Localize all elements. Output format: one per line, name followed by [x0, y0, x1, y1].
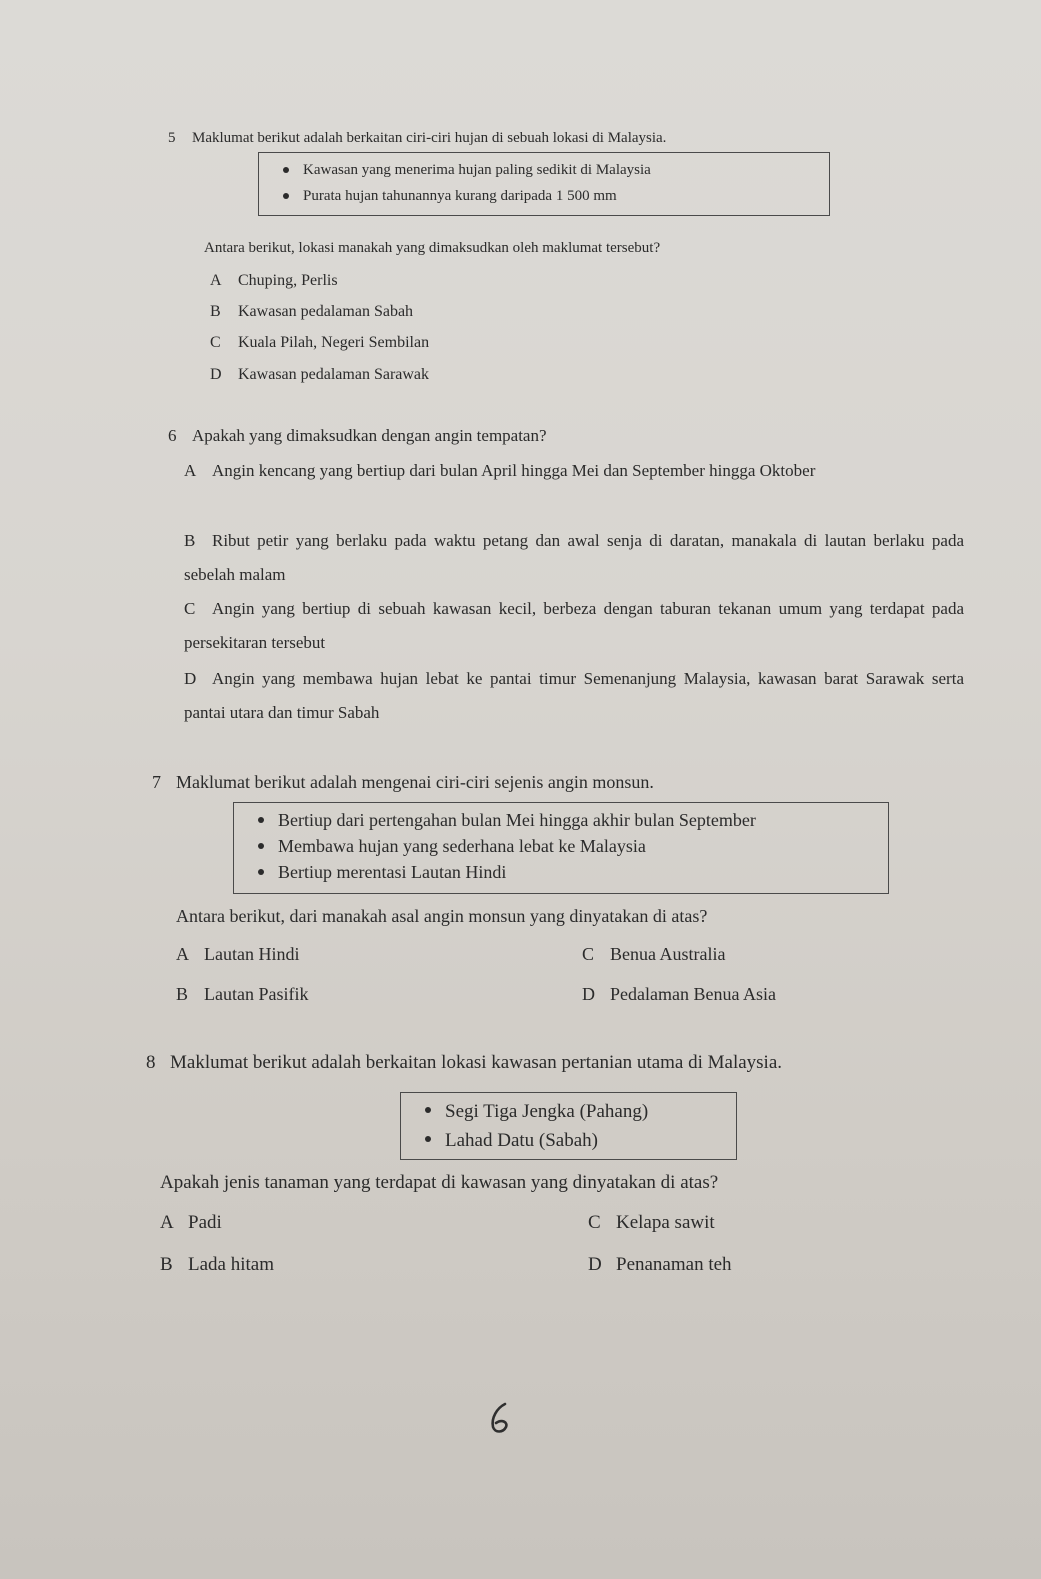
- q7-option-d[interactable]: D Pedalaman Benua Asia: [582, 984, 776, 1004]
- handwritten-page-mark: [485, 1400, 515, 1436]
- q7-question: Antara berikut, dari manakah asal angin monsun yang dinyatakan di atas?: [176, 906, 708, 926]
- q6-option-b[interactable]: B Ribut petir yang berlaku pada waktu petang dan awal senja di daratan, manakala di lautan berlaku pada sebelah malam: [184, 531, 964, 584]
- q6-number: 6: [168, 426, 177, 445]
- q5-stem: 5 Maklumat berikut adalah berkaitan ciri-ciri hujan di sebuah lokasi di Malaysia.: [168, 130, 667, 146]
- q8-info-box: [400, 1092, 737, 1160]
- q7-stem: 7 Maklumat berikut adalah mengenai ciri-ciri sejenis angin monsun.: [152, 772, 654, 792]
- q5-option-c[interactable]: C Kuala Pilah, Negeri Sembilan: [210, 334, 430, 351]
- q5-info-item: Purata hujan tahunannya kurang daripada 1 500 mm: [303, 183, 829, 209]
- q7-info-item: Bertiup merentasi Lautan Hindi: [278, 859, 888, 885]
- q6-stem: 6 Apakah yang dimaksudkan dengan angin tempatan?: [168, 426, 547, 445]
- q6-option-c[interactable]: C Angin yang bertiup di sebuah kawasan kecil, berbeza dengan taburan tekanan umum yang terdapat pada persekitaran tersebut: [184, 599, 964, 652]
- q7-info-box: [233, 802, 889, 894]
- q8-option-c[interactable]: C Kelapa sawit: [588, 1212, 715, 1233]
- q7-info-item: Membawa hujan yang sederhana lebat ke Malaysia: [278, 833, 888, 859]
- q7-info-item: Bertiup dari pertengahan bulan Mei hingga akhir bulan September: [278, 807, 888, 833]
- q8-info-item: Segi Tiga Jengka (Pahang): [445, 1097, 736, 1126]
- q5-option-d[interactable]: D Kawasan pedalaman Sarawak: [210, 366, 430, 383]
- q8-option-b[interactable]: B Lada hitam: [160, 1254, 274, 1275]
- q8-stem: 8 Maklumat berikut adalah berkaitan lokasi kawasan pertanian utama di Malaysia.: [146, 1052, 783, 1073]
- q7-number: 7: [152, 772, 161, 792]
- q5-option-b[interactable]: B Kawasan pedalaman Sabah: [210, 303, 414, 320]
- q6-option-d[interactable]: D Angin yang membawa hujan lebat ke pantai timur Semenanjung Malaysia, kawasan barat Sarawak serta pantai utara dan timur Sabah: [184, 669, 964, 722]
- q8-option-a[interactable]: A Padi: [160, 1212, 222, 1233]
- q6-option-a[interactable]: A Angin kencang yang bertiup dari bulan April hingga Mei dan September hingga Oktober: [184, 461, 816, 480]
- q7-option-a[interactable]: A Lautan Hindi: [176, 944, 300, 964]
- q5-option-a[interactable]: A Chuping, Perlis: [210, 272, 338, 289]
- q5-info-box: [258, 152, 830, 216]
- q8-option-d[interactable]: D Penanaman teh: [588, 1254, 732, 1275]
- q8-info-item: Lahad Datu (Sabah): [445, 1126, 736, 1155]
- q5-question: Antara berikut, lokasi manakah yang dimaksudkan oleh maklumat tersebut?: [204, 240, 661, 256]
- q5-number: 5: [168, 130, 176, 146]
- q8-number: 8: [146, 1052, 156, 1073]
- q7-option-b[interactable]: B Lautan Pasifik: [176, 984, 309, 1004]
- q8-question: Apakah jenis tanaman yang terdapat di kawasan yang dinyatakan di atas?: [160, 1172, 719, 1193]
- q7-option-c[interactable]: C Benua Australia: [582, 944, 726, 964]
- q5-info-item: Kawasan yang menerima hujan paling sedikit di Malaysia: [303, 157, 829, 183]
